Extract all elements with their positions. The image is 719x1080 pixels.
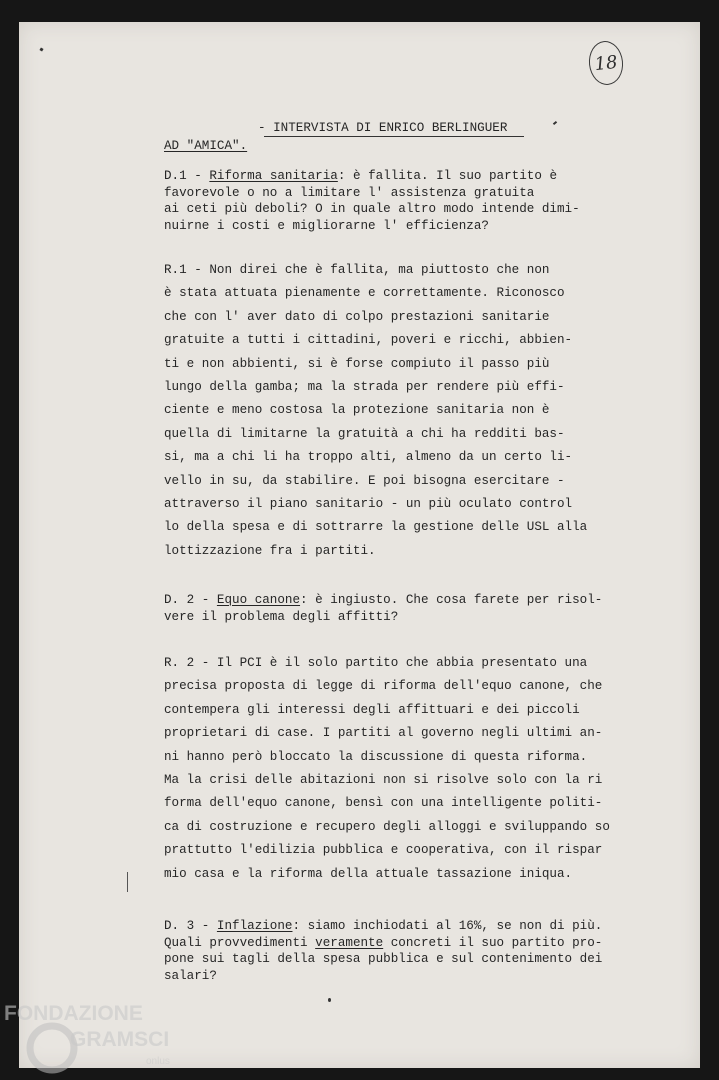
answer-2-line: mio casa e la riforma della attuale tassazione iniqua. xyxy=(164,866,573,881)
answer-2-line: prattutto l'edilizia pubblica e cooperativa, con il rispar xyxy=(164,843,603,858)
question-3-line: pone sui tagli della spesa pubblica e sul contenimento dei xyxy=(164,952,603,966)
page-number-stamp: 18 xyxy=(587,39,625,86)
answer-1-line: che con l' aver dato di colpo prestazioni sanitarie xyxy=(164,309,550,324)
question-1-line: nuirne i costi e migliorarne l' efficienza? xyxy=(164,218,489,233)
document-title-line1: - INTERVISTA DI ENRICO BERLINGUER xyxy=(258,121,508,135)
answer-2-line: forma dell'equo canone, bensì con una intelligente politi- xyxy=(164,796,603,811)
question-3-line: salari? xyxy=(164,968,217,983)
question-3-topic: Inflazione xyxy=(216,919,293,933)
answer-1 xyxy=(164,259,587,563)
question-1-line: ai ceti più deboli? O in quale altro modo intende dimi- xyxy=(164,202,580,216)
answer-2-line: proprietari di case. I partiti al governo negli ultimi an- xyxy=(164,726,603,741)
logo-line1: FONDAZIONE xyxy=(4,1002,143,1025)
fondazione-gramsci-logo xyxy=(4,1000,204,1080)
question-2-line: vere il problema degli affitti? xyxy=(164,609,399,624)
answer-1-line: ti e non abbienti, si è forse compiuto il passo più xyxy=(164,356,550,371)
logo-line2: GRAMSCI xyxy=(70,1028,170,1051)
answer-1-line: ciente e meno costosa la protezione sanitaria non è xyxy=(164,403,550,418)
ink-speck xyxy=(328,998,331,1002)
question-1-line: favorevole o no a limitare l' assistenza gratuita xyxy=(164,185,535,200)
answer-1-line: vello in su, da stabilire. E poi bisogna esercitare - xyxy=(164,473,565,488)
answer-2-line: R. 2 - Il PCI è il solo partito che abbia presentato una xyxy=(164,656,588,670)
answer-1-line: attraverso il piano sanitario - un più oculato control xyxy=(164,497,573,512)
question-1-line: : è fallita. Il suo partito è xyxy=(337,169,558,183)
question-3-line: : siamo inchiodati al 16%, se non di più. xyxy=(292,919,603,933)
title-underline xyxy=(264,136,524,137)
answer-1-line: quella di limitarne la gratuità a chi ha redditi bas- xyxy=(164,426,565,441)
answer-2-line: ni hanno però bloccato la discussione di questa riforma. xyxy=(164,749,588,764)
answer-1-line: R.1 - Non direi che è fallita, ma piuttosto che non xyxy=(164,263,550,277)
answer-2-line: ca di costruzione e recupero degli alloggi e sviluppando so xyxy=(164,819,610,834)
answer-2 xyxy=(164,652,610,886)
answer-1-line: gratuite a tutti i cittadini, poveri e ricchi, abbien- xyxy=(164,333,573,348)
question-1-topic: Riforma sanitaria xyxy=(209,169,338,183)
question-3-line: concreti il suo partito pro- xyxy=(383,935,603,950)
answer-1-line: lungo della gamba; ma la strada per rendere più effi- xyxy=(164,380,565,395)
answer-2-line: contempera gli interessi degli affittuari e dei piccoli xyxy=(164,702,580,717)
question-3 xyxy=(164,918,602,984)
question-2 xyxy=(164,592,602,625)
question-2-topic: Equo canone xyxy=(216,593,301,607)
logo-g-ring xyxy=(30,1026,74,1070)
question-3-prefix: D. 3 - xyxy=(164,919,217,933)
question-1-prefix: D.1 - xyxy=(164,169,210,183)
question-3-line: Quali provvedimenti xyxy=(164,935,316,950)
question-3-emphasis: veramente xyxy=(315,935,384,950)
document-title-line2: AD "AMICA". xyxy=(164,139,248,153)
answer-2-line: Ma la crisi delle abitazioni non si risolve solo con la ri xyxy=(164,773,603,788)
logo-subtitle: onlus xyxy=(146,1056,170,1067)
margin-mark xyxy=(127,872,128,892)
answer-2-line: precisa proposta di legge di riforma dell'equo canone, che xyxy=(164,679,603,694)
question-2-prefix: D. 2 - xyxy=(164,593,217,607)
question-1 xyxy=(164,168,580,234)
question-2-line: : è ingiusto. Che cosa farete per risol- xyxy=(300,593,603,607)
answer-1-line: si, ma a chi li ha troppo alti, almeno da un certo li- xyxy=(164,450,573,465)
answer-1-line: lo della spesa e di sottrarre la gestione delle USL alla xyxy=(164,520,588,535)
answer-1-line: è stata attuata pienamente e correttamente. Riconosco xyxy=(164,286,565,301)
answer-1-line: lottizzazione fra i partiti. xyxy=(164,543,376,558)
